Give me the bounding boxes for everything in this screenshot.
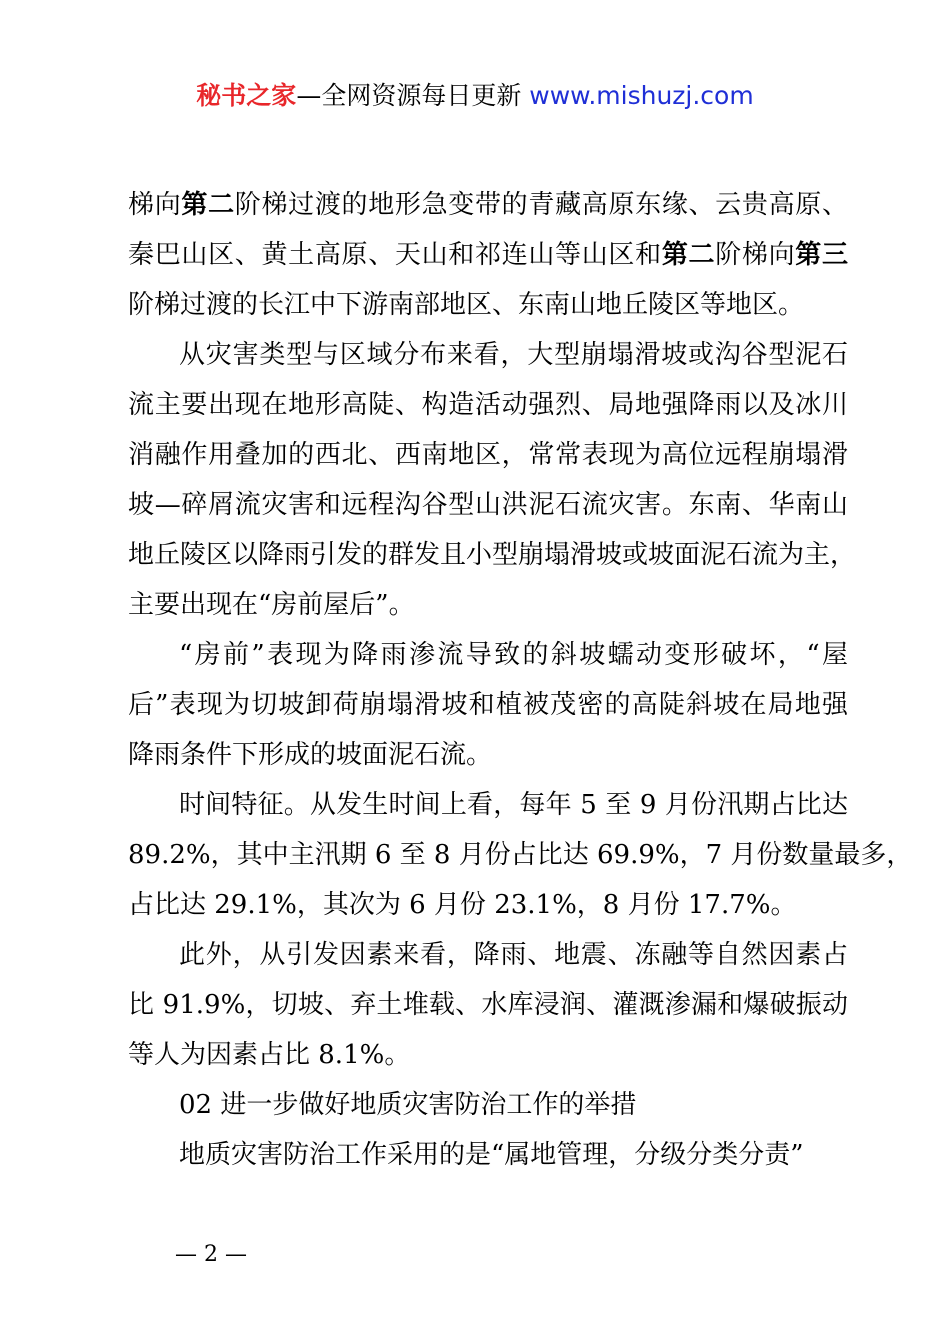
site-header xyxy=(0,80,950,112)
site-url-link[interactable]: www.mishuzj.com xyxy=(529,81,754,110)
bold-term: 第三 xyxy=(795,240,848,270)
text-line: 等人为因素占比 8.1%。 xyxy=(128,1040,411,1070)
paragraph-start-line: “房前”表现为降雨渗流导致的斜坡蠕动变形破坏，“屋 xyxy=(179,640,848,670)
text-line: 降雨条件下形成的坡面泥石流。 xyxy=(128,740,493,770)
paragraph-start-line: 此外，从引发因素来看，降雨、地震、冻融等自然因素占 xyxy=(179,940,848,970)
text-line: 坡—碎屑流灾害和远程沟谷型山洪泥石流灾害。东南、华南山 xyxy=(128,490,848,520)
text-line: 比 91.9%，切坡、弃土堆载、水库浸润、灌溉渗漏和爆破振动 xyxy=(128,990,848,1020)
text-line: 流主要出现在地形高陡、构造活动强烈、局地强降雨以及冰川 xyxy=(128,390,848,420)
paragraph-start-line: 从灾害类型与区域分布来看，大型崩塌滑坡或沟谷型泥石 xyxy=(179,340,848,370)
text-line: 消融作用叠加的西北、西南地区，常常表现为高位远程崩塌滑 xyxy=(128,440,848,470)
text-line: 梯向第二阶梯过渡的地形急变带的青藏高原东缘、云贵高原、 xyxy=(128,190,848,220)
text-line: 主要出现在“房前屋后”。 xyxy=(128,590,415,620)
header-tagline: —全网资源每日更新 xyxy=(296,81,522,110)
bold-term: 第二 xyxy=(181,190,235,220)
page-number: — 2 — xyxy=(175,1242,247,1267)
section-heading: 02 进一步做好地质灾害防治工作的举措 xyxy=(179,1090,637,1120)
text-line: 秦巴山区、黄土高原、天山和祁连山等山区和第二阶梯向第三 xyxy=(128,240,848,270)
paragraph-start-line: 时间特征。从发生时间上看，每年 5 至 9 月份汛期占比达 xyxy=(179,790,848,820)
text-line: 占比达 29.1%，其次为 6 月份 23.1%，8 月份 17.7%。 xyxy=(128,890,797,920)
text-line: 地丘陵区以降雨引发的群发且小型崩塌滑坡或坡面泥石流为主， xyxy=(128,540,857,570)
text-line: 89.2%，其中主汛期 6 至 8 月份占比达 69.9%，7 月份数量最多， xyxy=(128,840,913,870)
bold-term: 第二 xyxy=(661,240,716,270)
text-line: 后”表现为切坡卸荷崩塌滑坡和植被茂密的高陡斜坡在局地强 xyxy=(128,690,848,720)
paragraph-start-line: 地质灾害防治工作采用的是“属地管理，分级分类分责” xyxy=(179,1140,804,1170)
text-line: 阶梯过渡的长江中下游南部地区、东南山地丘陵区等地区。 xyxy=(128,290,805,320)
document-body xyxy=(128,180,913,1180)
brand-name: 秘书之家 xyxy=(196,81,297,110)
